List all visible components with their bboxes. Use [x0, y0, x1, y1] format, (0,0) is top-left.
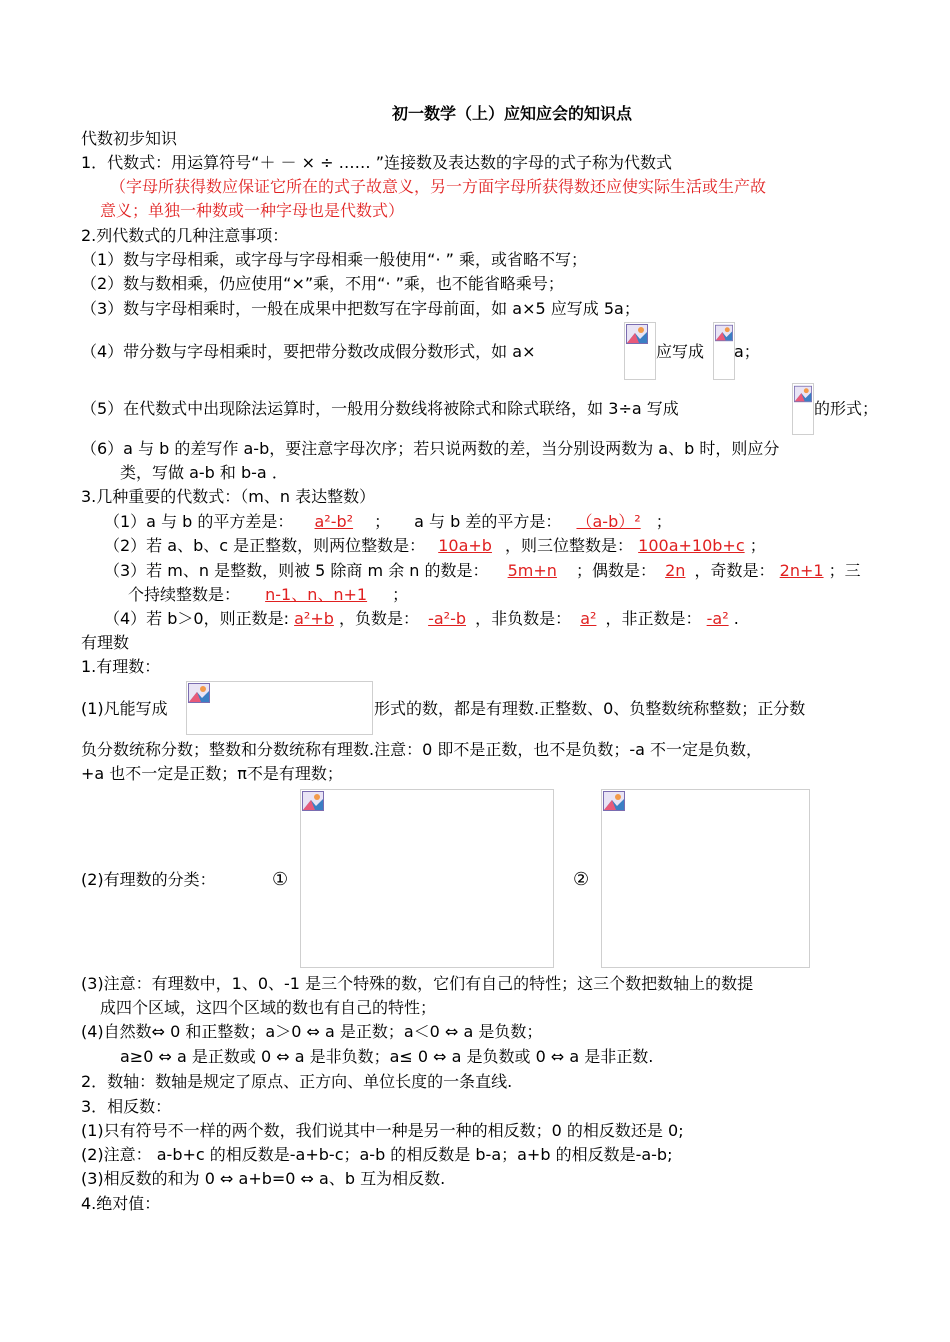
- list-item: [104, 560, 861, 582]
- list-item: [128, 584, 408, 606]
- list-item: a≥0 ⇔ a 是正数或 0 ⇔ a 是非负数；a≤ 0 ⇔ a 是负数或 0 ⇔ a 是非正数.: [120, 1047, 654, 1066]
- list-item-text: ；偶数是：: [576, 561, 657, 580]
- list-item-text: ；三: [828, 561, 861, 580]
- section-heading: 有理数: [81, 633, 130, 652]
- list-item: [81, 341, 535, 363]
- list-item: (4)自然数⇔ 0 和正整数；a＞0 ⇔ a 是正数；a＜0 ⇔ a 是负数；: [81, 1022, 543, 1041]
- list-item: (2)有理数的分类：: [81, 870, 216, 889]
- list-item: 类，写做 a-b 和 b-a ．: [120, 463, 288, 482]
- list-item: (1)只有符号不一样的两个数，我们说其中一种是另一种的相反数；0 的相反数还是 0;: [81, 1121, 684, 1140]
- list-item: （5）在代数式中出现除法运算时，一般用分数线将被除式和除式联络，如 3÷a 写成: [81, 399, 679, 418]
- list-item-text: ，非正数是：: [605, 609, 702, 628]
- answer: 5m+n: [507, 561, 557, 580]
- answer: a²-b²: [314, 512, 354, 531]
- circle-number: ②: [573, 869, 590, 890]
- list-item-text: ，非负数是：: [475, 609, 572, 628]
- fraction-image: [624, 322, 656, 380]
- paragraph: 3．相反数：: [81, 1097, 172, 1116]
- classification-image: [300, 789, 554, 968]
- answer: 100a+10b+c: [638, 536, 745, 555]
- answer: -a²: [706, 609, 729, 628]
- list-item: 负分数统称分数；整数和分数统称有理数.注意：0 即不是正数，也不是负数；-a 不一定是负数，: [81, 740, 763, 759]
- list-item-text: .: [733, 609, 739, 628]
- list-item-text: ，奇数是：: [694, 561, 775, 580]
- paragraph: 4.绝对值：: [81, 1194, 161, 1213]
- list-item-text: 应写成: [656, 342, 705, 361]
- answer: 2n: [665, 561, 686, 580]
- fraction-image: [792, 383, 814, 435]
- list-item-text: （4）若 b＞0，则正数是:: [104, 609, 289, 628]
- list-item: [104, 535, 766, 557]
- note-text: 意义；单独一种数或一种字母也是代数式）: [100, 201, 405, 220]
- paragraph: 2.列代数式的几种注意事项：: [81, 226, 289, 245]
- answer: -a²-b: [428, 609, 466, 628]
- list-item: [104, 511, 672, 533]
- paragraph: 2．数轴：数轴是规定了原点、正方向、单位长度的一条直线.: [81, 1072, 513, 1091]
- list-item-text: （3）若 m、n 是整数，则被 5 除商 m 余 n 的数是：: [104, 561, 489, 580]
- list-item: 成四个区域，这四个区域的数也有自己的特性；: [100, 998, 437, 1017]
- list-item-text: （4）带分数与字母相乘时，要把带分数改成假分数形式，如 a×: [81, 342, 536, 361]
- paragraph: 3.几种重要的代数式：（m、n 表达整数）: [81, 487, 376, 506]
- answer: a²+b: [294, 609, 334, 628]
- classification-image: [601, 789, 810, 968]
- list-item-text: （1）a 与 b 的平方差是：: [104, 512, 294, 531]
- answer: （a-b）²: [576, 512, 641, 531]
- fraction-image: [186, 681, 373, 735]
- answer: n-1、n、n+1: [265, 585, 368, 604]
- list-item-text: （2）若 a、b、c 是正整数，则两位整数是：: [104, 536, 426, 555]
- list-item: （2）数与数相乘，仍应使用“×”乘，不用“· ”乘，也不能省略乘号；: [81, 274, 564, 293]
- fraction-image: [713, 322, 735, 380]
- paragraph: 1．代数式：用运算符号“＋ － × ÷ …… ”连接数及表达数的字母的式子称为代数式: [81, 153, 673, 172]
- list-item-text: ；: [655, 512, 672, 531]
- list-item-text: 的形式；: [814, 399, 879, 418]
- list-item: （3）数与字母相乘时，一般在成果中把数写在字母前面，如 a×5 应写成 5a；: [81, 299, 640, 318]
- answer: 10a+b: [438, 536, 492, 555]
- image-placeholder-icon: [302, 791, 324, 811]
- list-item-text: a；: [734, 342, 760, 361]
- answer: a²: [580, 609, 597, 628]
- circle-number: ①: [272, 869, 289, 890]
- list-item: +a 也不一定是正数；π不是有理数；: [81, 764, 343, 783]
- list-item: （1）数与字母相乘，或字母与字母相乘一般使用“· ” 乘，或省略不写；: [81, 250, 588, 269]
- list-item: [104, 608, 739, 630]
- page-title: 初一数学（上）应知应会的知识点: [392, 104, 633, 123]
- list-item: (2)注意： a-b+c 的相反数是-a+b-c；a-b 的相反数是 b-a；a+b 的相反数是-a-b;: [81, 1145, 673, 1164]
- paragraph: 1.有理数：: [81, 657, 161, 676]
- list-item-text: ；: [392, 585, 409, 604]
- image-placeholder-icon: [626, 324, 648, 344]
- answer: 2n+1: [779, 561, 824, 580]
- image-placeholder-icon: [188, 683, 210, 703]
- list-item: (1)凡能写成: [81, 699, 168, 718]
- image-placeholder-icon: [794, 385, 812, 403]
- section-heading: 代数初步知识: [81, 129, 178, 148]
- image-placeholder-icon: [603, 791, 625, 811]
- list-item: 形式的数，都是有理数.正整数、0、负整数统称整数；正分数: [374, 699, 806, 718]
- list-item-text: ； a 与 b 差的平方是：: [374, 512, 562, 531]
- list-item: (3)注意：有理数中，1、0、-1 是三个特殊的数，它们有自己的特性；这三个数把数轴上的数提: [81, 974, 754, 993]
- list-item-text: ，则三位整数是：: [505, 536, 634, 555]
- note-text: （字母所获得数应保证它所在的式子故意义，另一方面字母所获得数还应使实际生活或生产故: [110, 177, 767, 196]
- list-item-text: ；: [749, 536, 766, 555]
- list-item-text: ，负数是：: [338, 609, 419, 628]
- list-item: (3)相反数的和为 0 ⇔ a+b=0 ⇔ a、b 互为相反数.: [81, 1169, 446, 1188]
- image-placeholder-icon: [715, 324, 733, 342]
- list-item: （6）a 与 b 的差写作 a-b，要注意字母次序；若只说两数的差，当分别设两数为 a、b 时，则应分: [81, 439, 780, 458]
- list-item-text: 个持续整数是：: [128, 585, 241, 604]
